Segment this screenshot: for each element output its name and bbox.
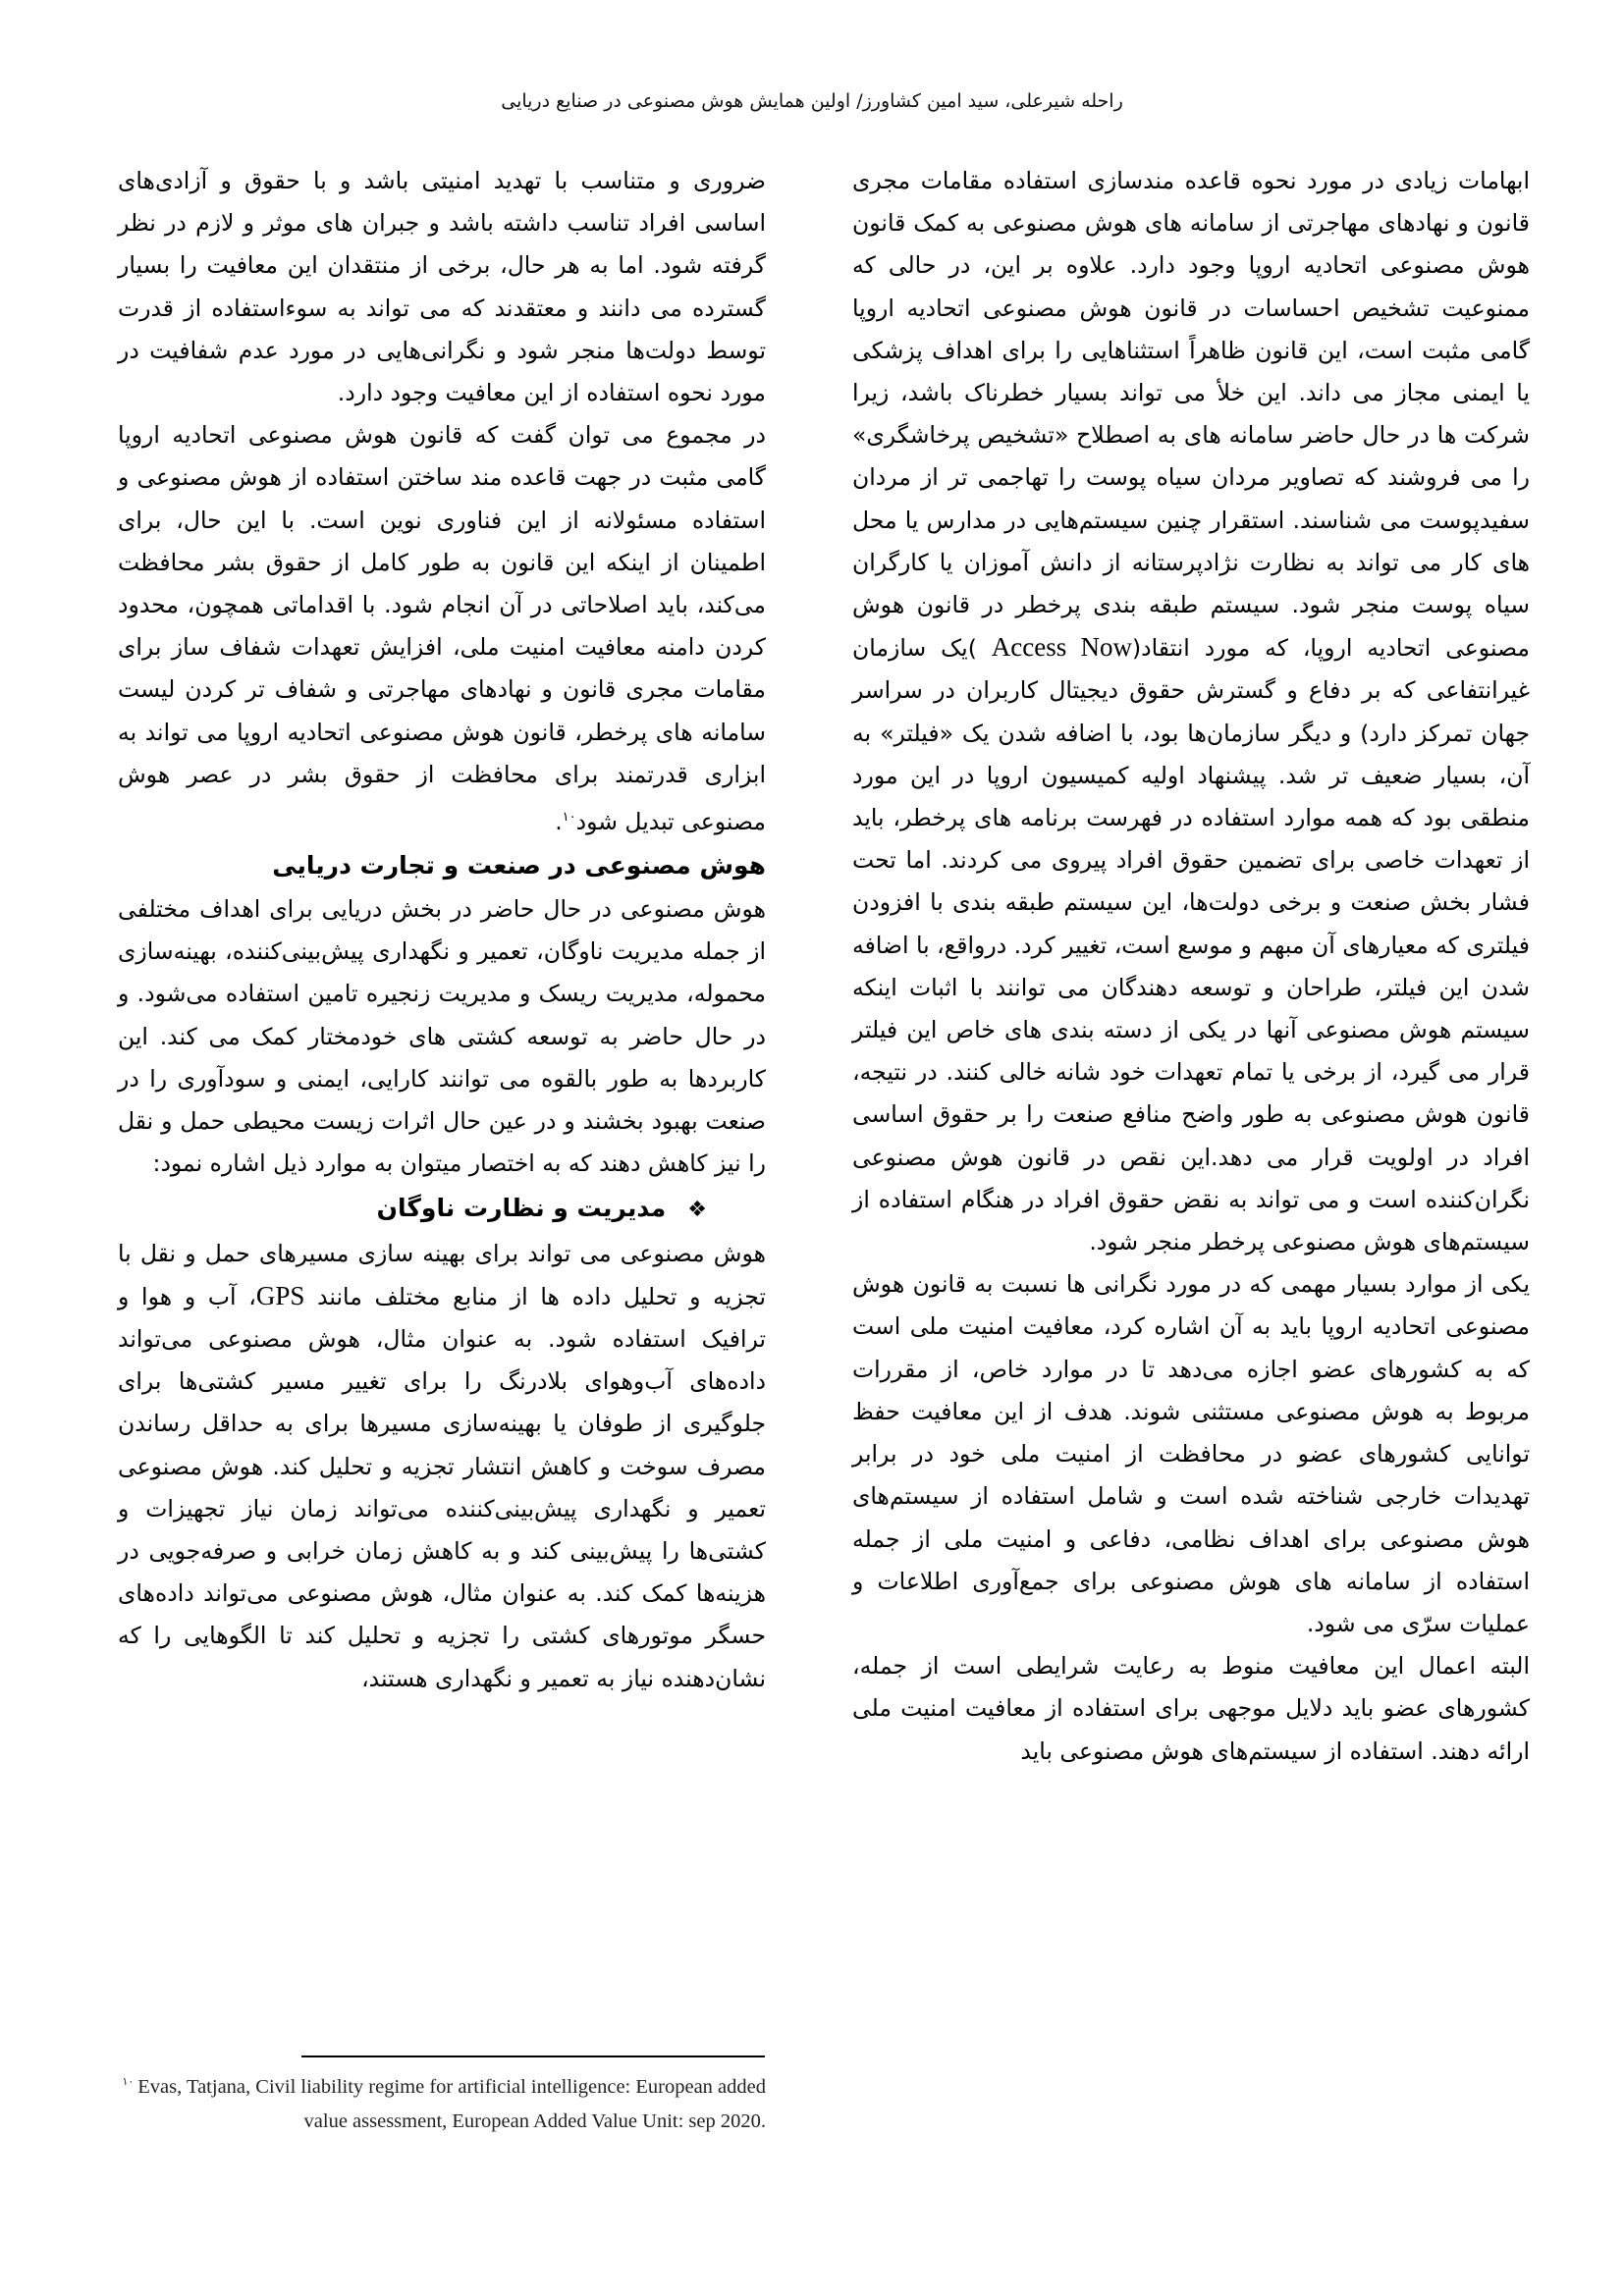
footnote-divider bbox=[301, 2056, 765, 2057]
paragraph: ضروری و متناسب با تهدید امنیتی باشد و با حقوق و آزادی‌های اساسی افراد تناسب داشته باشد و جبران های موثر و لازم در نظر گرفته شود. اما به هر حال، برخی از منتقدان این معافیت را بسیار گسترده می دانند و معتقدند که می تواند به سوءاستفاده از قدرت توسط دولت‌ها منجر شود و نگرانی‌هایی در مورد عدم شفافیت در مورد نحوه استفاده از این معافیت وجود دارد. bbox=[118, 167, 766, 407]
section-heading: هوش مصنوعی در صنعت و تجارت دریایی bbox=[272, 851, 766, 881]
left-column bbox=[118, 160, 766, 1700]
footnote bbox=[110, 2065, 766, 2139]
footnote-number: ۱۰ bbox=[122, 2076, 135, 2088]
access-now-term: Access Now bbox=[991, 632, 1132, 663]
diamond-bullet-icon: ❖ bbox=[687, 1197, 707, 1222]
paragraph: ابهامات زیادی در مورد نحوه قاعده مندسازی استفاده مقامات مجری قانون و نهادهای مهاجرتی از سامانه های هوش مصنوعی به کمک قانون هوش مصنوعی اتحادیه اروپا وجود دارد. علاوه بر این، در حالی که ممنوعیت تشخیص احساسات در قانون هوش مصنوعی اتحادیه اروپا گامی مثبت است، این قانون ظاهراً استثناهایی را برای اهداف پزشکی یا ایمنی مجاز می داند. این خلأ می تواند بسیار خطرناک باشد، زیرا شرکت ها در حال حاضر سامانه های به اصطلاح «تشخیص پرخاشگری» را می فروشند که تصاویر مردان سیاه پوست را تهاجمی تر از مردان سفیدپوست می شناسند. استقرار چنین سیستم‌هایی در مدارس یا محل های کار می تواند به نظارت نژادپرستانه از دانش آموزان یا کارگران سیاه پوست منجر شود. سیستم طبقه بندی پرخطر در قانون هوش مصنوعی اتحادیه اروپا، که مورد انتقاد(Access Now )یک سازمان غیرانتفاعی که بر دفاع و گسترش حقوق دیجیتال کاربران در سراسر جهان تمرکز دارد) و دیگر سازمان‌ها بود، با اضافه شدن یک «فیلتر» به آن، بسیار ضعیف تر شد. پیشنهاد اولیه کمیسیون اروپا در این مورد منطقی بود که همه موارد استفاده در فهرست برنامه های پرخطر، باید از تعهدات خاصی برای تضمین حقوق افراد پیروی می کردند. اما تحت فشار بخش صنعت و برخی دولت‌ها، این سیستم طبقه بندی با افزودن فیلتری که معیارهای آن مبهم و موسع است، تغییر کرد. درواقع، با اضافه شدن این فیلتر، طراحان و توسعه دهندگان می توانند با اثبات اینکه سیستم هوش مصنوعی آنها در یکی از دسته بندی های خاص این فیلتر قرار می گیرد، از برخی یا تمام تعهدات خود شانه خالی کنند. در نتیجه، قانون هوش مصنوعی به طور واضح منافع صنعت را بر حقوق اساسی افراد در اولویت قرار می دهد.این نقص در قانون هوش مصنوعی نگران‌کننده است و می تواند به نقض حقوق افراد در هنگام استفاده از سیستم‌های هوش مصنوعی پرخطر منجر شود. bbox=[852, 167, 1530, 1256]
gps-term: GPS bbox=[255, 1280, 305, 1310]
running-header bbox=[0, 90, 1624, 112]
paragraph: البته اعمال این معافیت منوط به رعایت شرایطی است از جمله، کشورهای عضو باید دلایل موجهی برای استفاده از معافیت امنیت ملی ارائه دهند. استفاده از سیستم‌های هوش مصنوعی باید bbox=[852, 1652, 1530, 1765]
running-title: راحله شیرعلی، سید امین کشاورز/ اولین همایش هوش مصنوعی در صنایع دریایی bbox=[501, 90, 1123, 112]
sub-heading: ❖مدیریت و نظارت ناوگان bbox=[376, 1193, 707, 1222]
footnote-reference[interactable]: ۱۰ bbox=[562, 810, 576, 826]
right-column bbox=[852, 160, 1530, 1773]
footnote-text: Evas, Tatjana, Civil liability regime for artificial intelligence: European added value assessment, European Added Value Unit: sep 2020. bbox=[137, 2075, 766, 2132]
paragraph: در مجموع می توان گفت که قانون هوش مصنوعی اتحادیه اروپا گامی مثبت در جهت قاعده مند ساختن استفاده از هوش مصنوعی و استفاده مسئولانه از این فناوری نوین است. با این حال، برای اطمینان از اینکه این قانون به طور کامل از حقوق بشر محافظت می‌کند، باید اصلاحاتی در آن انجام شود. با اقداماتی همچون، محدود کردن دامنه معافیت امنیت ملی، افزایش تعهدات شفاف ساز برای مقامات مجری قانون و نهادهای مهاجرتی و شفاف تر کردن لیست سامانه های پرخطر، قانون هوش مصنوعی اتحادیه اروپا می تواند به ابزاری قدرتمند برای محافظت از حقوق بشر در عصر هوش مصنوعی تبدیل شود$^{۱۰}$. bbox=[118, 421, 766, 835]
paragraph: هوش مصنوعی می تواند برای بهینه سازی مسیرهای حمل و نقل با تجزیه و تحلیل داده ها از منابع مختلف مانند GPS، آب و هوا و ترافیک استفاده شود. به عنوان مثال، هوش مصنوعی می‌تواند داده‌های آب‌وهوای بلادرنگ را برای تغییر مسیر کشتی‌ها برای جلوگیری از طوفان یا بهینه‌سازی مسیرها برای به حداقل رساندن مصرف سوخت و کاهش انتشار تجزیه و تحلیل کند. هوش مصنوعی تعمیر و نگهداری پیش‌بینی‌کننده می‌تواند زمان نیاز تجهیزات و کشتی‌ها را پیش‌بینی کند و به کاهش زمان خرابی و صرفه‌جویی در هزینه‌ها کمک کند. به عنوان مثال، هوش مصنوعی می‌تواند داده‌های حسگر موتورهای کشتی را تجزیه و تحلیل کند تا الگوهایی را که نشان‌دهنده نیاز به تعمیر و نگهداری هستند، bbox=[118, 1239, 766, 1692]
paragraph: هوش مصنوعی در حال حاضر در بخش دریایی برای اهداف مختلفی از جمله مدیریت ناوگان، تعمیر و نگهداری پیش‌بینی‌کننده، بهینه‌سازی محموله، مدیریت ریسک و مدیریت زنجیره تامین استفاده می‌شود. و در حال حاضر به توسعه کشتی های خودمختار کمک می کند. این کاربردها به طور بالقوه می توانند کارایی، ایمنی و سودآوری را در صنعت بهبود بخشند و در عین حال اثرات زیست محیطی حمل و نقل را نیز کاهش دهند که به اختصار میتوان به موارد ذیل اشاره نمود: bbox=[118, 895, 766, 1178]
paragraph: یکی از موارد بسیار مهمی که در مورد نگرانی ها نسبت به قانون هوش مصنوعی اتحادیه اروپا باید به آن اشاره کرد، معافیت امنیت ملی است که به کشورهای عضو اجازه می‌دهد تا در موارد خاص، از مقررات مربوط به هوش مصنوعی مستثنی شوند. هدف از این معافیت حفظ توانایی کشورهای عضو در محافظت از امنیت ملی خود در برابر تهدیدات خارجی شناخته شده است و شامل استفاده از سیستم‌های هوش مصنوعی برای اهداف نظامی، دفاعی و امنیت ملی از جمله استفاده از سامانه های هوش مصنوعی برای جمع‌آوری اطلاعات و عملیات سرّی می شود. bbox=[852, 1270, 1530, 1637]
